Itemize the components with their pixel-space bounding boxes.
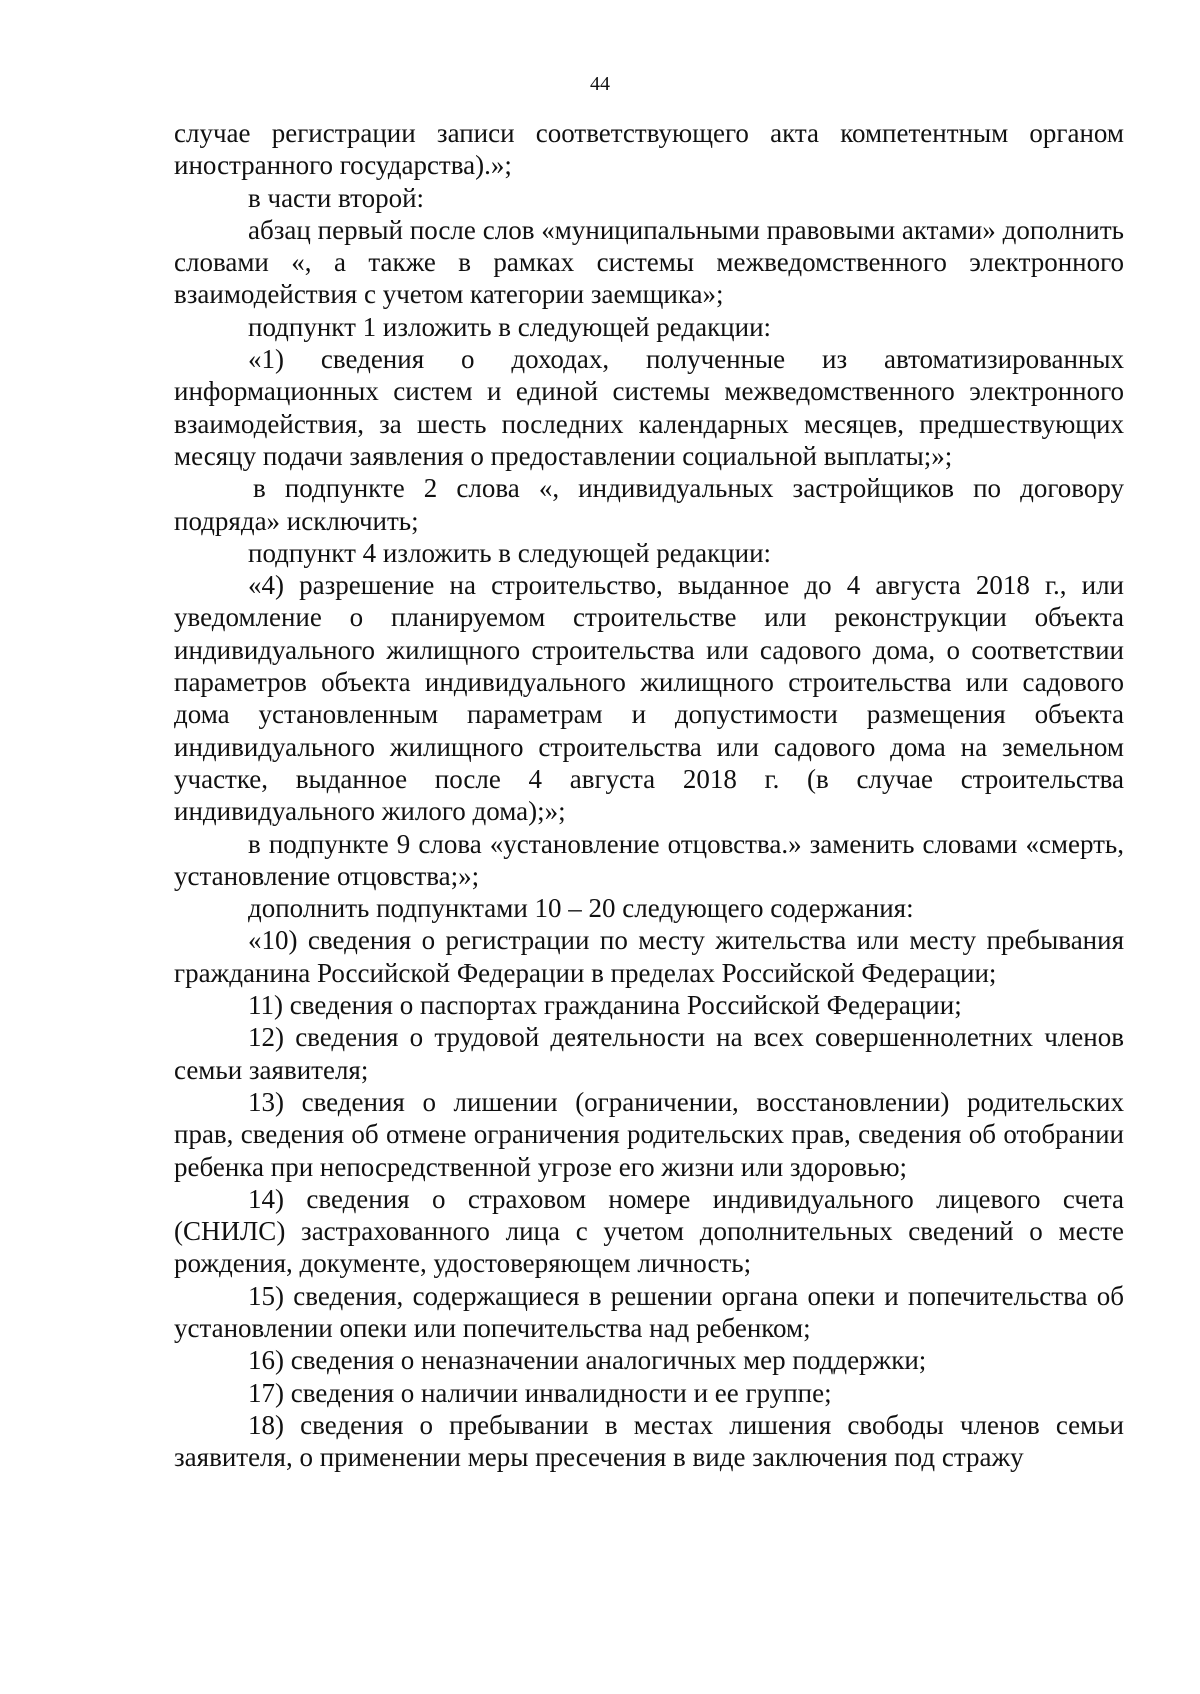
paragraph-subitem-1-intro: подпункт 1 изложить в следующей редакции: (248, 311, 772, 342)
paragraph-item-18: 18) сведения о пребывании в местах лишения свободы членов семьи заявителя, о применении меры пресечения в виде заключения под стражу (174, 1409, 1124, 1473)
paragraph-first-abzac: абзац первый после слов «муниципальными правовыми актами» дополнить словами «, а также в рамках системы межведомственного электронного взаимодействия с учетом категории заемщика»; (174, 214, 1124, 310)
paragraph-item-12: 12) сведения о трудовой деятельности на всех совершеннолетних членов семьи заявителя; (174, 1022, 1124, 1085)
paragraph-item-14: 14) сведения о страховом номере индивидуального лицевого счета (СНИЛС) застрахованного лица с учетом дополнительных сведений о месте рождения, документе, удостоверяющем личность; (174, 1183, 1124, 1279)
paragraph-item-15: 15) сведения, содержащиеся в решении органа опеки и попечительства об установлении опеки или попечительства над ребенком; (174, 1280, 1124, 1343)
paragraph-part-two: в части второй: (248, 182, 425, 213)
page-number: 44 (590, 73, 610, 95)
paragraph-continuation: случае регистрации записи соответствующего акта компетентным органом иностранного государства).»; (174, 118, 1124, 181)
paragraph-item-10: «10) сведения о регистрации по месту жительства или месту пребывания гражданина Российской Федерации в пределах Российской Федерации; (174, 925, 1124, 988)
paragraph-item-13: 13) сведения о лишении (ограничении, восстановлении) родительских прав, сведения об отмене ограничения родительских прав, сведения об отобрании ребенка при непосредственной угрозе его жизни или здоровью; (174, 1086, 1124, 1182)
paragraph-item-11: 11) сведения о паспортах гражданина Российской Федерации; (248, 990, 962, 1021)
paragraph-subitem-9: в подпункте 9 слова «установление отцовства.» заменить словами «смерть, установление отцовства;»; (174, 828, 1124, 891)
paragraph-subitem-4-intro: подпункт 4 изложить в следующей редакции: (248, 537, 772, 568)
paragraph-item-17: 17) сведения о наличии инвалидности и ее группе; (248, 1377, 832, 1408)
paragraph-subitem-4-text: «4) разрешение на строительство, выданное до 4 августа 2018 г., или уведомление о планируемом строительстве или реконструкции объекта индивидуального жилищного строительства или садового дома, о соответствии параметров объекта индивидуального жилищного строительства или садового дома установленным параметрам и допустимости размещения объекта индивидуального жилищного строительства или садового дома на земельном участке, выданное после 4 августа 2018 г. (в случае строительства индивидуального жилого дома);»; (174, 570, 1124, 827)
document-body (174, 117, 1124, 1473)
paragraph-add-subitems: дополнить подпунктами 10 – 20 следующего содержания: (248, 893, 914, 924)
paragraph-item-16: 16) сведения о неназначении аналогичных мер поддержки; (248, 1345, 927, 1376)
paragraph-subitem-1-text: «1) сведения о доходах, полученные из автоматизированных информационных систем и единой системы межведомственного электронного взаимодействия, за шесть последних календарных месяцев, предшествующих месяцу подачи заявления о предоставлении социальной выплаты;»; (174, 344, 1124, 471)
paragraph-subitem-2: в подпункте 2 слова «, индивидуальных застройщиков по договору подряда» исключить; (174, 473, 1124, 536)
